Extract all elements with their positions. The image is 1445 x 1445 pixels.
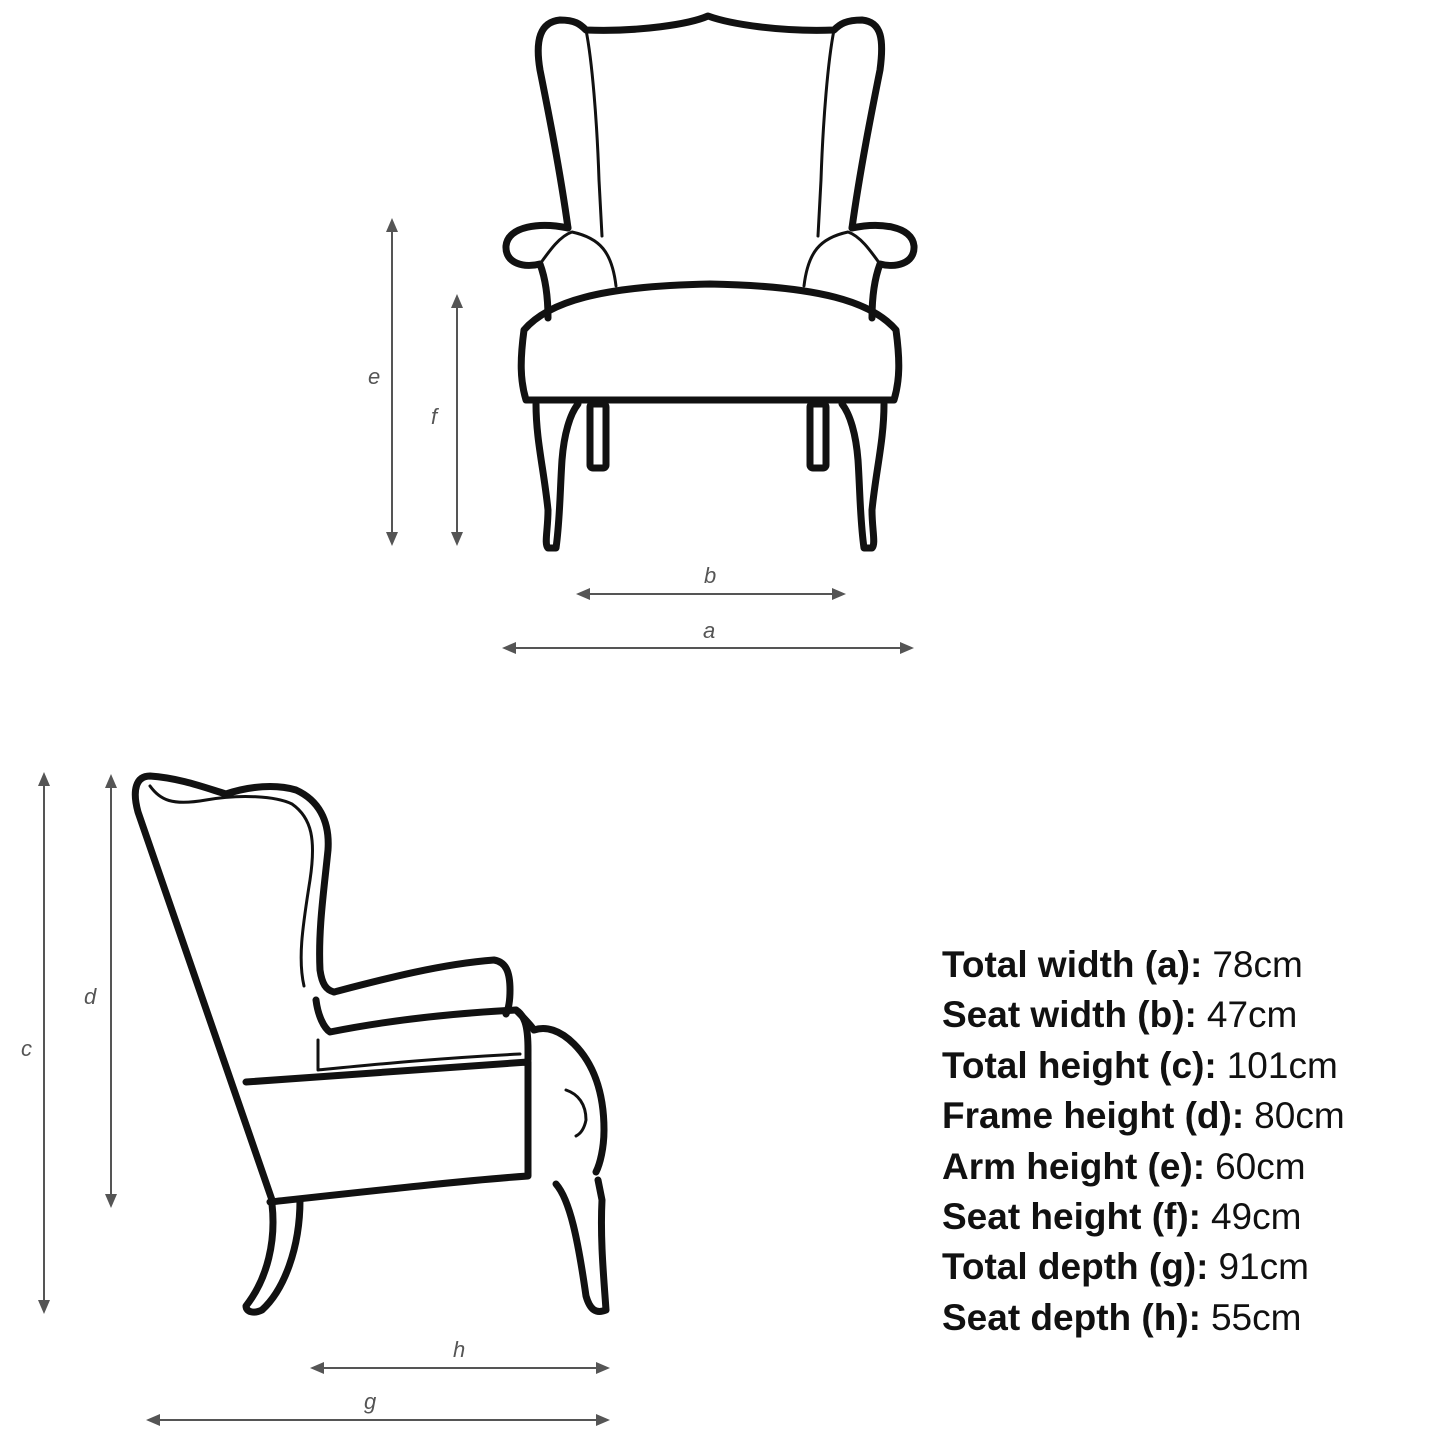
side-front-roll-inner <box>566 1090 586 1136</box>
label-f: f <box>431 404 438 429</box>
dimension-g <box>146 1389 610 1426</box>
front-leg-back-right <box>810 404 826 468</box>
spec-total-height: Total height (c): 101cm <box>942 1044 1338 1086</box>
front-leg-back-left <box>590 404 606 468</box>
spec-seat-depth: Seat depth (h): 55cm <box>942 1296 1302 1338</box>
dimension-h <box>310 1337 610 1374</box>
spec-seat-height: Seat height (f): 49cm <box>942 1195 1302 1237</box>
side-arm-panel <box>316 1000 528 1060</box>
front-leg-right <box>842 404 884 548</box>
front-leg-left <box>536 404 578 548</box>
label-c: c <box>21 1036 32 1061</box>
spec-seat-width: Seat width (b): 47cm <box>942 994 1298 1036</box>
dimension-b <box>576 563 846 600</box>
side-arm-roll <box>334 960 510 1014</box>
chair-side-view <box>135 776 606 1312</box>
dimension-a <box>502 618 914 654</box>
dimension-c <box>21 772 50 1314</box>
label-h: h <box>453 1337 466 1362</box>
front-back-panel <box>586 30 834 236</box>
side-leg-back <box>246 1200 300 1312</box>
side-wing-inner <box>150 786 313 986</box>
chair-front-view <box>506 16 914 548</box>
front-left-arm-panel <box>540 232 616 286</box>
label-e: e <box>368 364 381 389</box>
dimension-d <box>84 774 117 1208</box>
label-b: b <box>704 563 717 588</box>
spec-total-depth: Total depth (g): 91cm <box>942 1246 1309 1288</box>
side-leg-front <box>556 1180 606 1311</box>
dimension-spec-list <box>942 940 1422 1343</box>
label-a: a <box>703 618 716 643</box>
spec-total-width: Total width (a): 78cm <box>942 944 1303 985</box>
label-g: g <box>364 1389 377 1414</box>
front-seat-cushion <box>521 284 899 400</box>
dimension-e <box>368 218 398 546</box>
front-right-arm-panel <box>804 232 880 286</box>
dimension-f <box>431 294 463 546</box>
spec-arm-height: Arm height (e): 60cm <box>942 1145 1306 1187</box>
side-seat-base <box>246 1062 528 1202</box>
spec-frame-height: Frame height (d): 80cm <box>942 1095 1345 1137</box>
label-d: d <box>84 984 97 1009</box>
side-back-outline <box>135 776 334 1200</box>
